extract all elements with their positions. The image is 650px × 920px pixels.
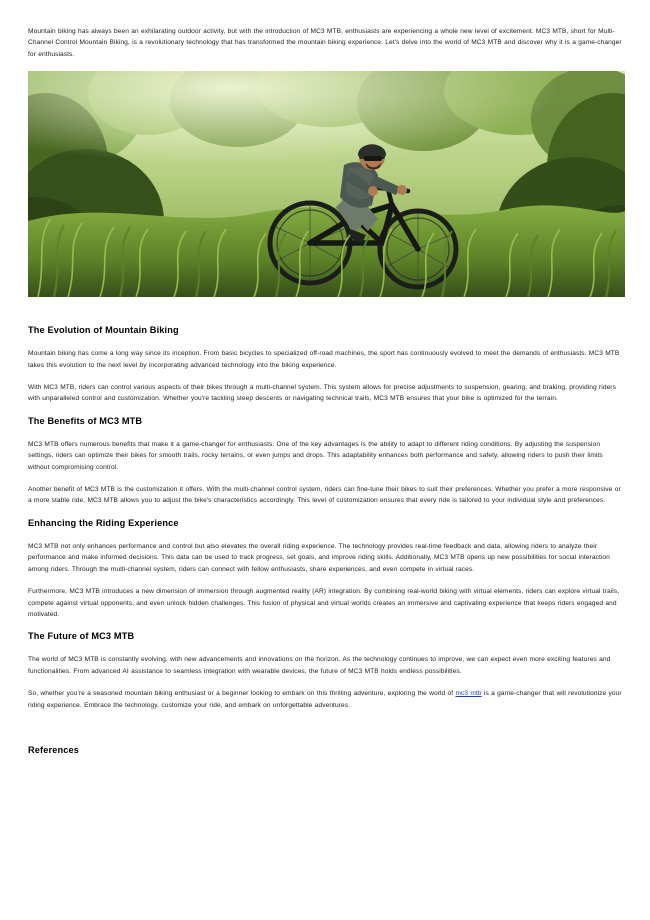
paragraph-enhancing-2: Furthermore, MC3 MTB introduces a new dimension of immersion through augmented reality (AR) integration. By combining real-world biking with virtual elements, riders can explore virtual trails, compete against virtual opponents, and even unlock hidden challenges. This fusion of physical and virtual worlds creates an immersive and captivating experience that keeps riders engaged and motivated. [28,588,620,618]
intro-paragraph: Mountain biking has always been an exhilarating outdoor activity, but with the introduction of MC3 MTB, enthusiasts are experiencing a whole new level of excitement. MC3 MTB, short for Multi-Channel Control Mountain Biking, is a revolutionary technology that has transformed the mountain biking experience. Let's delve into the world of MC3 MTB and discover why it is a game-changer for enthusiasts. [28,28,622,58]
paragraph-benefits-2: Another benefit of MC3 MTB is the customization it offers. With the multi-channel control system, riders can fine-tune their bikes to suit their preferences. Whether you prefer a more responsive or a more stable ride, MC3 MTB allows you to adjust the bike's characteristics accordingly. This level of customization ensures that every ride is tailored to your individual style and preferences. [28,486,621,505]
section-heading-benefits: The Benefits of MC3 MTB [28,415,143,426]
references-heading: References [28,744,80,755]
hero-image [28,71,625,297]
section-heading-enhancing: Enhancing the Riding Experience [28,517,179,528]
paragraph-enhancing-1: MC3 MTB not only enhances performance and control but also elevates the overall riding experience. The technology provides real-time feedback and data, allowing riders to analyze their performance and make informed decisions. This data can be used to track progress, set goals, and improve riding skills. Additionally, MC3 MTB opens up new possibilities for social interaction among riders. Through the multi-channel system, riders can connect with fellow enthusiasts, share experiences, and even compete in virtual races. [28,542,610,573]
section-heading-evolution: The Evolution of Mountain Biking [28,325,179,336]
section-heading-future: The Future of MC3 MTB [28,631,135,642]
paragraph-future-1: The world of MC3 MTB is constantly evolving, with new advancements and innovations on the horizon. As the technology continues to improve, we can expect even more exciting features and functionalities. From advanced AI assistance to seamless integration with wearable devices, the future of MC3 MTB holds endless possibilities. [28,656,611,675]
closing-text-after-link: is a game-changer that will revolutionize your riding experience. Embrace the technology, customize your ride, and embark on unforgettable adventures. [28,690,622,709]
paragraph-benefits-1: MC3 MTB offers numerous benefits that make it a game-changer for enthusiasts. One of the key advantages is the ability to adapt to different riding conditions. By adjusting the suspension settings, riders can optimize their bikes for smooth trails, rocky terrains, or even jumps and drops. This adaptability enhances both performance and safety, allowing riders to push their limits without compromising control. [28,440,603,471]
hero-image-illustration [28,71,625,297]
references-section [28,745,626,755]
paragraph-future-closing [28,688,626,711]
closing-text-before-link: So, whether you're a seasoned mountain biking enthusiast or a beginner looking to embark on this thrilling adventure, exploring the world of [28,690,456,698]
paragraph-evolution-2: With MC3 MTB, riders can control various aspects of their bikes through a multi-channel system. This system allows for precise adjustments to suspension, gearing, and braking, providing riders with unparalleled control and customization. Whether you're tackling steep descents or navigating technical trails, MC3 MTB ensures that your bike is optimized for the terrain. [28,384,616,403]
paragraph-evolution-1: Mountain biking has come a long way since its inception. From basic bicycles to specialized off-road machines, the sport has continuously evolved to meet the demands of enthusiasts. MC3 MTB takes this evolution to the next level by incorporating advanced technology into the biking experience. [28,350,620,369]
mc3-mtb-link[interactable]: mc3 mtb [455,690,482,698]
